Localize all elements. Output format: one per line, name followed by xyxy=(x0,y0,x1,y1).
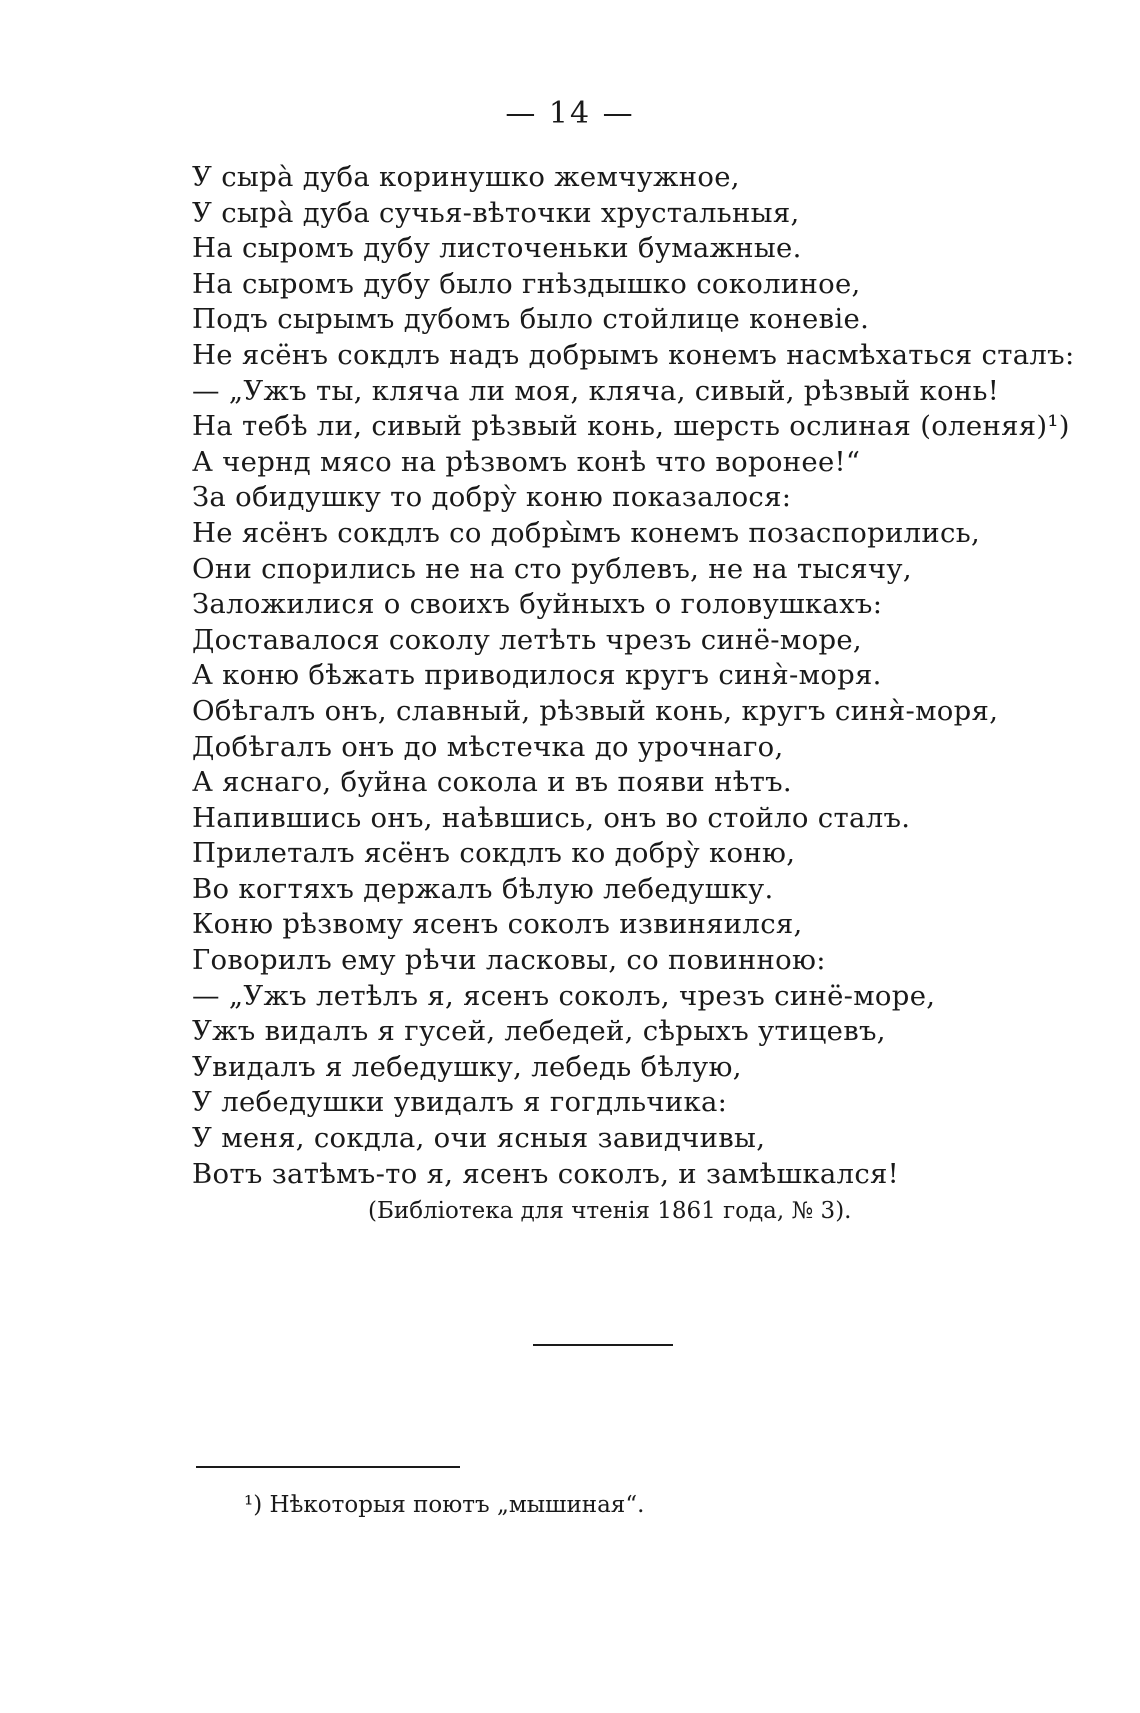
poem-line: А чернд мясо на рѣзвомъ конѣ что воронее!“ xyxy=(192,445,861,478)
poem-line: А коню бѣжать приводилося кругъ синя̀-моря. xyxy=(192,659,882,692)
poem-line: Они спорились не на сто рублевъ, не на тысячу, xyxy=(192,552,912,585)
poem-line: Говорилъ ему рѣчи ласковы, со повинною: xyxy=(192,944,826,977)
footnote: ¹) Нѣкоторыя поютъ „мышиная“. xyxy=(244,1492,645,1518)
poem-line: На сыромъ дубу было гнѣздышко соколиное, xyxy=(192,267,861,300)
poem-line: У меня, сокдла, очи ясныя завидчивы, xyxy=(192,1122,766,1155)
poem-line: На тебѣ ли, сивый рѣзвый конь, шерсть ослиная (оленяя)¹) xyxy=(192,410,1070,443)
poem-line: Прилеталъ ясёнъ сокдлъ ко добру̀ коню, xyxy=(192,837,796,870)
poem-line: Доставалося соколу летѣть чрезъ синё-море, xyxy=(192,623,862,656)
poem-line: Обѣгалъ онъ, славный, рѣзвый конь, кругъ синя̀-моря, xyxy=(192,694,999,727)
poem-line: Добѣгалъ онъ до мѣстечка до урочнаго, xyxy=(192,730,784,763)
poem-line: — „Ужъ ты, кляча ли моя, кляча, сивый, рѣзвый конь! xyxy=(192,374,1000,407)
poem-line: Заложилися о своихъ буйныхъ о головушкахъ: xyxy=(192,588,883,621)
poem-source: (Библіотека для чтенія 1861 года, № 3). xyxy=(368,1198,852,1224)
poem-line: Подъ сырымъ дубомъ было стойлице коневіе. xyxy=(192,303,870,336)
poem-line: У лебедушки увидалъ я гогдльчика: xyxy=(192,1086,728,1119)
poem-line: За обидушку то добру̀ коню показалося: xyxy=(192,481,792,514)
poem-line: У сыра̀ дуба сучья-вѣточки хрустальныя, xyxy=(192,196,800,229)
poem-line: На сыромъ дубу листоченьки бумажные. xyxy=(192,232,802,265)
poem-line: А яснаго, буйна сокола и въ появи нѣтъ. xyxy=(192,766,792,799)
poem-line: Не ясёнъ сокдлъ надъ добрымъ конемъ насмѣхаться сталъ: xyxy=(192,338,1075,371)
poem-line: Вотъ затѣмъ-то я, ясенъ соколъ, и замѣшкался! xyxy=(192,1157,900,1190)
poem-line: — „Ужъ летѣлъ я, ясенъ соколъ, чрезъ синё-море, xyxy=(192,979,936,1012)
poem-line: Напившись онъ, наѣвшись, онъ во стойло сталъ. xyxy=(192,801,911,834)
poem-line: Коню рѣзвому ясенъ соколъ извиняился, xyxy=(192,908,803,941)
poem-text xyxy=(192,160,1075,1192)
footnote-divider xyxy=(196,1466,460,1468)
section-divider xyxy=(533,1344,673,1346)
poem-line: Во когтяхъ держалъ бѣлую лебедушку. xyxy=(192,872,774,905)
page-number: — 14 — xyxy=(505,96,635,131)
poem-line: У сыра̀ дуба коринушко жемчужное, xyxy=(192,161,740,193)
poem-line: Увидалъ я лебедушку, лебедь бѣлую, xyxy=(192,1050,742,1083)
poem-line: Не ясёнъ сокдлъ со добры̀мъ конемъ позаспорились, xyxy=(192,516,981,549)
poem-line: Ужъ видалъ я гусей, лебедей, сѣрыхъ утицевъ, xyxy=(192,1015,886,1048)
